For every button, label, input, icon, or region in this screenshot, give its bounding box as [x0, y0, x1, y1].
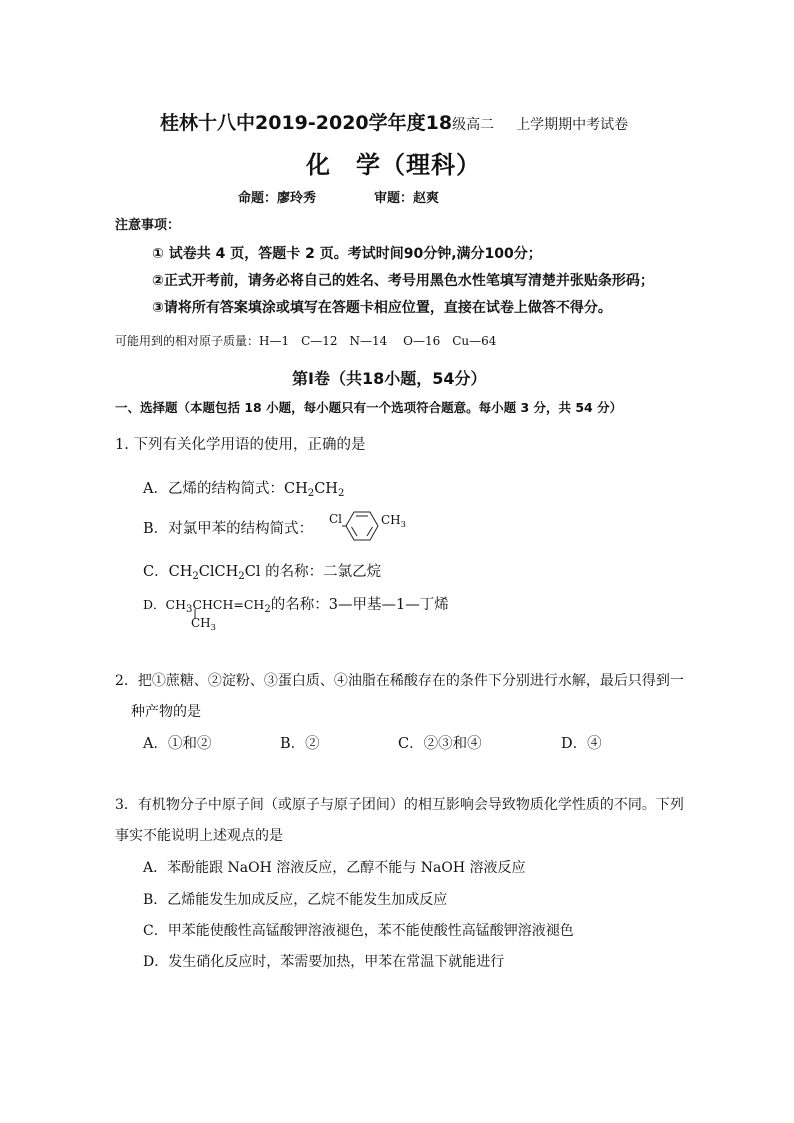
note-item-2: ②正式开考前，请务必将自己的姓名、考号用黑色水性笔填写清楚并张贴条形码；	[152, 273, 654, 289]
note-item-3: ③请将所有答案填涂或填写在答题卡相应位置，直接在试卷上做答不得分。	[152, 300, 612, 316]
atomic-masses: 可能用到的相对原子质量：H—1 C—12 N—14 O—16 Cu—64	[115, 334, 497, 348]
benzene-ring-icon	[342, 509, 382, 543]
exam-school-title	[160, 108, 628, 135]
q3-stem-line-2: 事实不能说明上述观点的是	[115, 828, 283, 844]
part-instructions: 一、选择题（本题包括 18 小题，每小题只有一个选项符合题意。每小题 3 分，共 54 分）	[115, 400, 623, 415]
q3-option-d: D．发生硝化反应时，苯需要加热，甲苯在常温下就能进行	[143, 954, 505, 970]
q1-b-ch3-label: $CH_3$	[381, 513, 406, 529]
grade-text: 级高二	[452, 117, 495, 133]
q3-stem-line-1: 3．有机物分子中原子间（或原子与原子团间）的相互影响会导致物质化学性质的不同。下列	[115, 797, 684, 813]
q1-stem: 1. 下列有关化学用语的使用，正确的是	[115, 437, 366, 453]
q1-option-c: C．$CH_2ClCH_2Cl$ 的名称：二氯乙烷	[143, 564, 382, 582]
q2-option-a: A．①和②	[143, 736, 212, 752]
q2-option-c: C．②③和④	[398, 736, 482, 752]
author-label: 命题：廖玲秀	[238, 191, 317, 206]
q2-stem-line-1: 2．把①蔗糖、②淀粉、③蛋白质、④油脂在稀酸存在的条件下分别进行水解，最后只得到一	[115, 673, 684, 689]
note-item-1: ① 试卷共 4 页，答题卡 2 页。考试时间90分钟,满分100分；	[152, 246, 542, 262]
school-title-text: 桂林十八中2019-2020学年度18	[160, 112, 453, 134]
q1-option-b: B．对氯甲苯的结构简式：	[143, 521, 314, 537]
q3-option-a: A．苯酚能跟 NaOH 溶液反应，乙醇不能与 NaOH 溶液反应	[143, 860, 526, 876]
q3-option-b: B．乙烯能发生加成反应，乙烷不能发生加成反应	[143, 892, 448, 908]
q1-option-a: A．乙烯的结构简式：$CH_2CH_2$	[143, 481, 345, 499]
exam-name-text: 上学期期中考试卷	[516, 117, 629, 133]
reviewer-label: 审题：赵爽	[374, 191, 440, 206]
q2-option-b: B．②	[280, 736, 320, 752]
q2-option-d: D．④	[561, 736, 602, 752]
section-title: 第Ⅰ卷（共18小题，54分）	[292, 369, 487, 388]
notes-heading: 注意事项：	[115, 218, 181, 233]
q1-d-branch-ch3: $CH_3$	[191, 616, 216, 632]
q3-option-c: C．甲苯能使酸性高锰酸钾溶液褪色，苯不能使酸性高锰酸钾溶液褪色	[143, 923, 574, 939]
subject-title: 化 学（理科）	[306, 151, 481, 179]
q2-stem-line-2: 种产物的是	[131, 704, 201, 720]
authors-line	[238, 187, 439, 206]
q1-b-cl-label: Cl	[329, 512, 343, 526]
q1-option-d: D．$CH_3CHCH=CH_2$的名称：3—甲基—1—丁烯	[143, 597, 449, 615]
